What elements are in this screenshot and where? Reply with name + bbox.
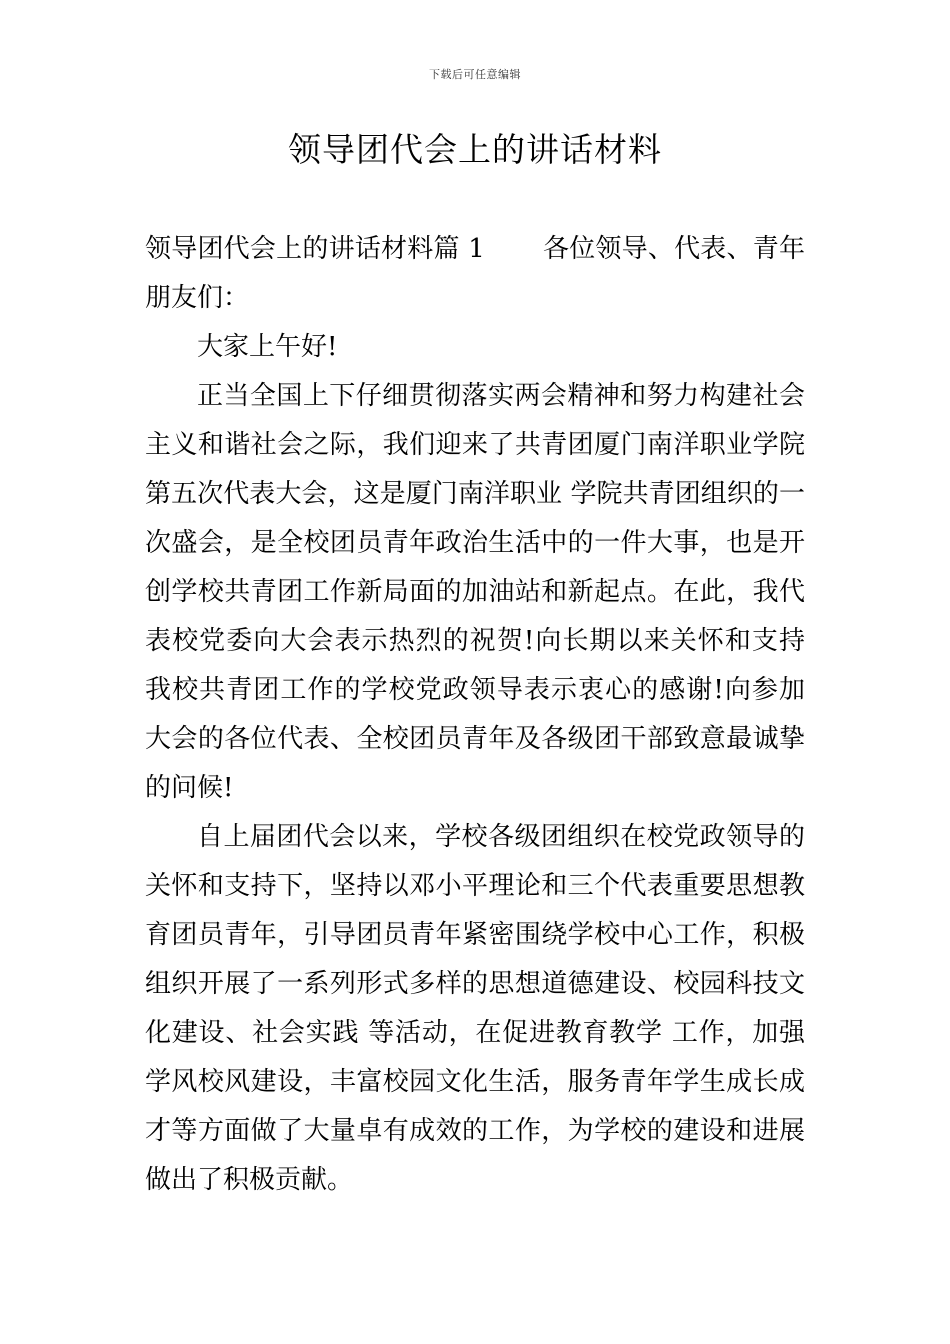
article-label: 领导团代会上的讲话材料篇 1: [145, 234, 485, 264]
header-note: 下载后可任意编辑: [429, 68, 521, 81]
greeting: 大家上午好!: [197, 332, 338, 362]
document-body: [145, 225, 805, 1205]
document-title: 领导团代会上的讲话材料: [288, 130, 662, 169]
intro-paragraph: [145, 225, 805, 323]
salutation: 各位领导、代表、青年朋友们：: [145, 234, 805, 313]
paragraph: 自上届团代会以来，学校各级团组织在校党政领导的关怀和支持下，坚持以邓小平理论和三个代表重要思想教育团员青年，引导团员青年紧密围绕学校中心工作，积极组织开展了一系列形式多样的思想道德建设、校园科技文化建设、社会实践 等活动，在促进教育教学 工作，加强学风校风建设，丰富校园文化生活，服务青年学生成长成才等方面做了大量卓有成效的工作，为学校的建设和进展做出了积极贡献。: [145, 822, 805, 1195]
paragraph: 正当全国上下仔细贯彻落实两会精神和努力构建社会主义和谐社会之际，我们迎来了共青团厦门南洋职业学院第五次代表大会，这是厦门南洋职业 学院共青团组织的一次盛会，是全校团员青年政治生活中的一件大事，也是开创学校共青团工作新局面的加油站和新起点。在此，我代表校党委向大会表示热烈的祝贺!向长期以来关怀和支持我校共青团工作的学校党政领导表示衷心的感谢!向参加大会的各位代表、全校团员青年及各级团干部致意最诚挚的问候!: [145, 381, 805, 803]
